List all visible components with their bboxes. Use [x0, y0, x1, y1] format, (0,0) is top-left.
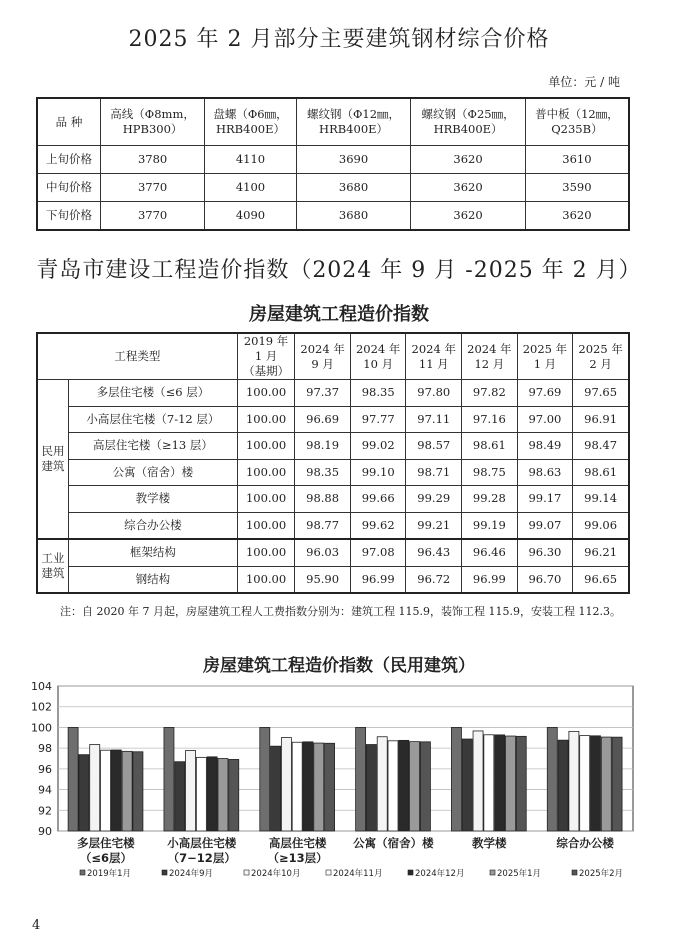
steel-header-plate: 普中板（12㎜， Q235B）	[525, 98, 629, 146]
cost-index-table	[36, 332, 630, 594]
table-cell: 95.90	[295, 566, 351, 593]
table-cell: 100.00	[237, 486, 295, 513]
bar	[133, 752, 143, 831]
table-cell: 3620	[411, 202, 526, 231]
bar	[207, 757, 217, 831]
table-cell: 99.02	[350, 433, 406, 460]
table-cell: 3770	[101, 202, 205, 231]
table-row	[37, 146, 629, 174]
legend-label: 2025年2月	[579, 869, 624, 879]
table-cell: 4090	[205, 202, 297, 231]
row-label: 综合办公楼	[69, 512, 238, 539]
y-tick-label: 104	[31, 680, 52, 693]
chart-title: 房屋建筑工程造价指数（民用建筑）	[203, 656, 475, 676]
table-cell: 97.37	[295, 380, 351, 407]
steel-header-coil: 盘螺（Φ6㎜， HRB400E）	[205, 98, 297, 146]
legend-swatch	[244, 870, 249, 875]
table-cell: 3780	[101, 146, 205, 174]
table-cell: 98.35	[350, 380, 406, 407]
y-tick-label: 100	[31, 721, 52, 735]
legend-label: 2024年12月	[415, 869, 465, 879]
table-cell: 97.69	[517, 380, 573, 407]
table-cell: 97.65	[573, 380, 629, 407]
table-cell: 97.16	[462, 406, 518, 433]
row-label: 框架结构	[69, 539, 238, 566]
bar	[218, 759, 228, 832]
legend-label: 2025年1月	[497, 869, 542, 879]
row-label: 小高层住宅楼（7-12 层）	[69, 406, 238, 433]
table-cell: 96.30	[517, 539, 573, 566]
bar	[314, 743, 324, 831]
steel-header-rebar-12: 螺纹钢（Φ12㎜， HRB400E）	[296, 98, 411, 146]
idx-header-col: 2025 年 1 月	[517, 333, 573, 380]
bar	[505, 736, 515, 831]
table-cell: 97.11	[406, 406, 462, 433]
table-cell: 100.00	[237, 459, 295, 486]
table-cell: 3680	[296, 202, 411, 231]
bar	[399, 740, 409, 831]
legend-swatch	[408, 870, 413, 875]
bar	[388, 741, 398, 831]
y-tick-label: 102	[31, 700, 52, 714]
table-cell: 96.72	[406, 566, 462, 593]
cost-index-bar-chart	[0, 676, 678, 886]
x-category-label: 教学楼	[472, 836, 507, 850]
table-cell: 98.61	[462, 433, 518, 460]
table-cell: 96.70	[517, 566, 573, 593]
bar	[68, 727, 78, 831]
bar	[281, 738, 291, 831]
unit-label: 单位：元 / 吨	[548, 75, 620, 89]
x-category-label: 公寓（宿舍）楼	[353, 836, 434, 850]
table-cell: 96.03	[295, 539, 351, 566]
table-row	[37, 539, 629, 566]
table-row	[37, 174, 629, 202]
bar	[569, 731, 579, 831]
legend-label: 2024年11月	[333, 869, 383, 879]
bar	[164, 727, 174, 831]
bar	[90, 745, 100, 831]
table-cell: 96.91	[573, 406, 629, 433]
bar	[612, 737, 622, 831]
table-cell: 97.00	[517, 406, 573, 433]
bar	[462, 739, 472, 831]
row-label: 上旬价格	[37, 146, 101, 174]
bar	[229, 759, 239, 831]
table-cell: 3590	[525, 174, 629, 202]
bar	[547, 727, 557, 831]
table-cell: 98.19	[295, 433, 351, 460]
row-label: 公寓（宿舍）楼	[69, 459, 238, 486]
table-row	[37, 380, 629, 407]
y-tick-label: 98	[38, 742, 52, 756]
bar	[79, 755, 89, 831]
table-cell: 96.99	[462, 566, 518, 593]
table-cell: 3690	[296, 146, 411, 174]
table-cell: 99.19	[462, 512, 518, 539]
table-cell: 99.10	[350, 459, 406, 486]
table-cell: 99.17	[517, 486, 573, 513]
bar	[516, 736, 526, 831]
legend-swatch	[326, 870, 331, 875]
bar	[303, 742, 313, 831]
table-cell: 97.82	[462, 380, 518, 407]
bar	[325, 743, 335, 831]
row-label: 高层住宅楼（≥13 层）	[69, 433, 238, 460]
group-label-industrial: 工业 建筑	[37, 539, 69, 593]
bar	[377, 737, 387, 831]
table-cell: 98.63	[517, 459, 573, 486]
bar	[601, 737, 611, 831]
table-cell: 3770	[101, 174, 205, 202]
table-row	[37, 459, 629, 486]
table-cell: 3620	[525, 202, 629, 231]
table-row	[37, 433, 629, 460]
table-cell: 98.57	[406, 433, 462, 460]
group-label-civil: 民用 建筑	[37, 380, 69, 540]
x-category-label: 综合办公楼	[556, 836, 614, 850]
legend-label: 2024年10月	[251, 869, 301, 879]
legend-label: 2024年9月	[169, 869, 214, 879]
row-label: 教学楼	[69, 486, 238, 513]
table-row	[37, 566, 629, 593]
table-cell: 96.99	[350, 566, 406, 593]
idx-header-type: 工程类型	[37, 333, 237, 380]
bar	[111, 750, 121, 831]
table-row	[37, 406, 629, 433]
bar	[484, 735, 494, 831]
table-cell: 99.28	[462, 486, 518, 513]
x-category-label: （≥13层）	[267, 851, 328, 865]
table-cell: 99.66	[350, 486, 406, 513]
table-cell: 4100	[205, 174, 297, 202]
bar	[590, 736, 600, 831]
bar	[186, 751, 196, 831]
bar	[175, 762, 185, 831]
y-tick-label: 96	[38, 762, 52, 776]
legend-label: 2019年1月	[87, 869, 132, 879]
table-cell: 96.46	[462, 539, 518, 566]
table-cell: 98.71	[406, 459, 462, 486]
table-note: 注：自 2020 年 7 月起，房屋建筑工程人工费指数分别为：建筑工程 115.9，装饰工程 115.9，安装工程 112.3。	[60, 605, 621, 618]
table-cell: 100.00	[237, 406, 295, 433]
bar	[356, 727, 366, 831]
table-row	[37, 202, 629, 231]
idx-header-col: 2025 年 2 月	[573, 333, 629, 380]
bar	[495, 735, 505, 831]
table-cell: 100.00	[237, 380, 295, 407]
table-row	[37, 512, 629, 539]
legend-swatch	[490, 870, 495, 875]
table-cell: 99.06	[573, 512, 629, 539]
table-cell: 99.21	[406, 512, 462, 539]
table-cell: 3610	[525, 146, 629, 174]
table-cell: 96.43	[406, 539, 462, 566]
row-label: 中旬价格	[37, 174, 101, 202]
steel-header-rebar-25: 螺纹钢（Φ25㎜， HRB400E）	[411, 98, 526, 146]
table-cell: 100.00	[237, 433, 295, 460]
index-section-title: 青岛市建设工程造价指数（2024 年 9 月 -2025 年 2 月）	[36, 258, 642, 283]
table-cell: 100.00	[237, 566, 295, 593]
idx-header-col: 2024 年 10 月	[350, 333, 406, 380]
table-cell: 98.88	[295, 486, 351, 513]
x-category-label: （≤6层）	[79, 851, 132, 865]
table-cell: 98.49	[517, 433, 573, 460]
table-cell: 3620	[411, 146, 526, 174]
table-cell: 97.77	[350, 406, 406, 433]
x-category-label: （7−12层）	[167, 851, 236, 865]
row-label: 多层住宅楼（≤6 层）	[69, 380, 238, 407]
row-label: 钢结构	[69, 566, 238, 593]
table-cell: 99.62	[350, 512, 406, 539]
idx-header-col: 2024 年 9 月	[295, 333, 351, 380]
table-cell: 98.35	[295, 459, 351, 486]
table-cell: 98.77	[295, 512, 351, 539]
steel-price-title: 2025 年 2 月部分主要建筑钢材综合价格	[128, 27, 550, 52]
bar	[558, 740, 568, 831]
index-table-title: 房屋建筑工程造价指数	[249, 304, 429, 325]
table-cell: 99.07	[517, 512, 573, 539]
bar	[410, 742, 420, 831]
idx-header-base: 2019 年 1 月 （基期）	[237, 333, 295, 380]
steel-price-table	[36, 97, 630, 231]
bar	[271, 746, 281, 831]
x-category-label: 小高层住宅楼	[167, 836, 237, 850]
table-cell: 97.08	[350, 539, 406, 566]
table-cell: 96.21	[573, 539, 629, 566]
plot-area	[58, 686, 633, 831]
bar	[196, 757, 206, 831]
row-label: 下旬价格	[37, 202, 101, 231]
table-cell: 96.69	[295, 406, 351, 433]
bar	[451, 727, 461, 831]
table-cell: 4110	[205, 146, 297, 174]
bar	[366, 745, 376, 831]
y-tick-label: 92	[38, 804, 52, 818]
bar	[580, 736, 590, 831]
x-category-label: 高层住宅楼	[268, 836, 327, 850]
bar	[101, 750, 111, 831]
table-cell: 100.00	[237, 539, 295, 566]
bar	[292, 742, 302, 831]
table-cell: 97.80	[406, 380, 462, 407]
x-category-label: 多层住宅楼	[77, 836, 135, 850]
bar	[473, 731, 483, 831]
idx-header-col: 2024 年 11 月	[406, 333, 462, 380]
y-tick-label: 90	[38, 825, 52, 838]
table-cell: 99.14	[573, 486, 629, 513]
table-cell: 99.29	[406, 486, 462, 513]
y-tick-label: 94	[38, 783, 52, 797]
bar	[122, 751, 132, 831]
table-cell: 96.65	[573, 566, 629, 593]
bar	[420, 742, 430, 831]
table-cell: 100.00	[237, 512, 295, 539]
idx-header-col: 2024 年 12 月	[462, 333, 518, 380]
table-cell: 98.61	[573, 459, 629, 486]
legend-swatch	[162, 870, 167, 875]
legend-swatch	[80, 870, 85, 875]
table-row	[37, 486, 629, 513]
table-cell: 3680	[296, 174, 411, 202]
table-cell: 98.75	[462, 459, 518, 486]
table-cell: 3620	[411, 174, 526, 202]
table-cell: 98.47	[573, 433, 629, 460]
page-number: 4	[32, 918, 41, 933]
steel-header-wire-rod: 高线（Φ8mm， HPB300）	[101, 98, 205, 146]
legend-swatch	[572, 870, 577, 875]
bar	[260, 727, 270, 831]
steel-header-variety: 品 种	[37, 98, 101, 146]
